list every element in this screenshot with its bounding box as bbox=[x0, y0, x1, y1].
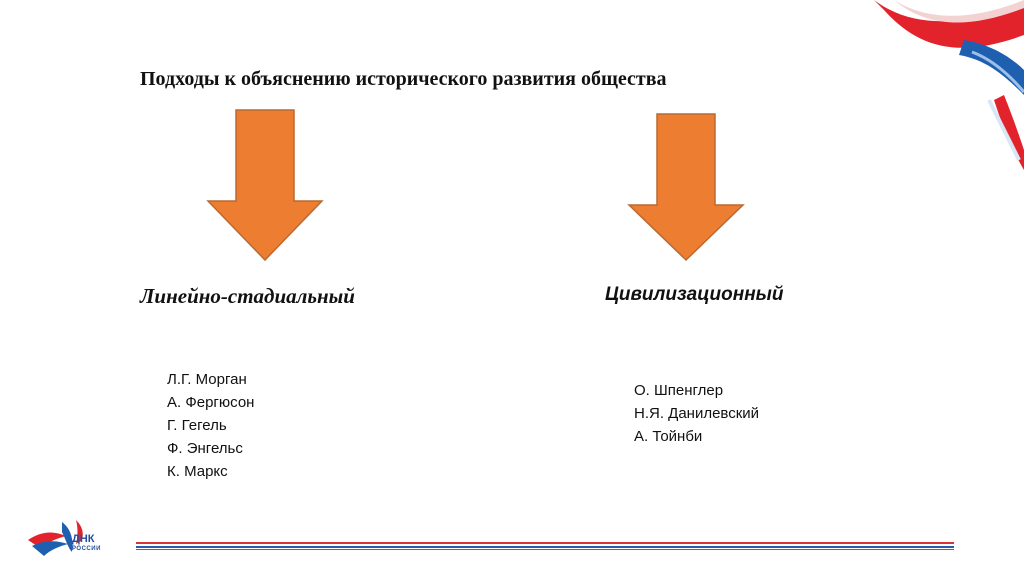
flag-ribbon-icon bbox=[854, 0, 1024, 170]
left-names-list bbox=[167, 368, 254, 483]
list-item: О. Шпенглер bbox=[634, 382, 724, 399]
list-item: А. Тойнби bbox=[634, 428, 703, 445]
slide-title: Подходы к объяснению исторического развития общества bbox=[140, 68, 667, 90]
list-item: Л.Г. Морган bbox=[167, 371, 247, 388]
list-item: Ф. Энгельс bbox=[167, 440, 243, 457]
down-arrow-left-icon bbox=[206, 108, 324, 262]
logo-text bbox=[72, 534, 101, 554]
list-item: А. Фергюсон bbox=[167, 394, 255, 411]
right-names-list bbox=[634, 379, 759, 448]
list-item: К. Маркс bbox=[167, 463, 228, 480]
list-item: Г. Гегель bbox=[167, 417, 227, 434]
heading-civilizational: Цивилизационный bbox=[605, 284, 784, 305]
logo-title: ДНК bbox=[72, 533, 95, 545]
list-item: Н.Я. Данилевский bbox=[634, 405, 760, 422]
heading-linear-stadial: Линейно-стадиальный bbox=[140, 284, 355, 308]
footer-divider bbox=[136, 542, 954, 550]
logo-subtitle: РОССИИ bbox=[72, 546, 101, 552]
down-arrow-right-icon bbox=[627, 112, 745, 262]
